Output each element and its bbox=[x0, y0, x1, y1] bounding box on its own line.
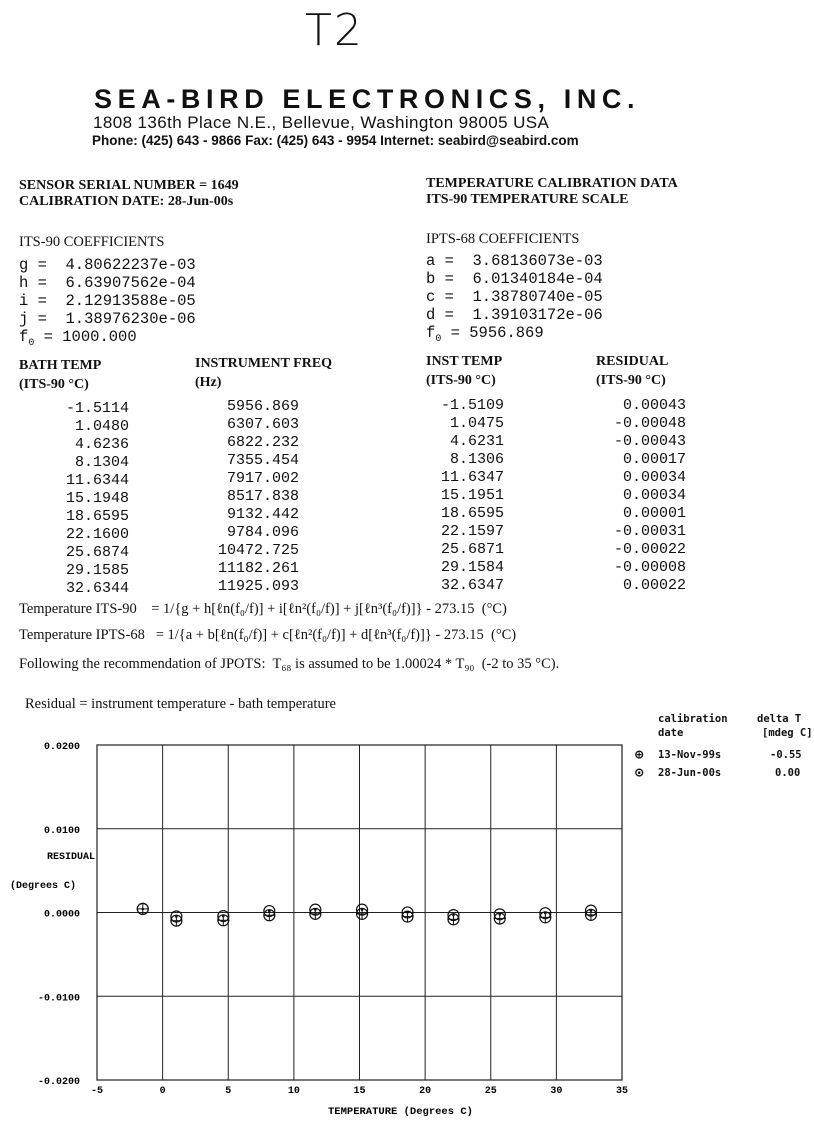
col-header-instrument-freq bbox=[195, 354, 332, 392]
bath-temp-cell: 29.1585 bbox=[65, 562, 129, 579]
table-column-inst-temp bbox=[424, 397, 504, 595]
calibration-date: CALIBRATION DATE: 28-Jun-00s bbox=[19, 194, 234, 209]
y-tick-label: -0.0200 bbox=[37, 1077, 80, 1088]
sensor-serial-number: SENSOR SERIAL NUMBER = 1649 bbox=[19, 178, 239, 193]
x-tick-label: 10 bbox=[287, 1086, 300, 1097]
y-tick-labels bbox=[38, 742, 80, 1088]
bath-temp-cell: 8.1304 bbox=[74, 454, 129, 471]
x-tick-label: 5 bbox=[225, 1086, 232, 1097]
legend-header-date: calibration bbox=[658, 713, 728, 725]
instrument-freq-cell: 7917.002 bbox=[226, 470, 299, 487]
bath-temp-cell: 1.0480 bbox=[74, 418, 129, 435]
ipts68-f0 bbox=[426, 324, 603, 349]
legend-header-delta: delta T bbox=[757, 713, 802, 725]
col-header-line1: BATH TEMP bbox=[19, 358, 102, 373]
marker-dot bbox=[590, 909, 593, 912]
x-axis-label: TEMPERATURE (Degrees C) bbox=[328, 1106, 473, 1118]
table-column-bath-temp bbox=[19, 400, 129, 598]
table-column-residual bbox=[580, 397, 686, 595]
coef-h: h = 6.63907562e-04 bbox=[19, 274, 196, 292]
marker-dot bbox=[498, 913, 501, 916]
marker-dot bbox=[175, 915, 178, 918]
residual-cell: 0.00017 bbox=[622, 451, 686, 468]
legend-header-date-2: date bbox=[658, 727, 684, 739]
marker-dot bbox=[361, 908, 364, 911]
residual-cell: -0.00031 bbox=[613, 523, 686, 540]
inst-temp-cell: 4.6231 bbox=[449, 433, 504, 450]
table-column-instrument-freq bbox=[185, 398, 299, 596]
instrument-freq-cell: 6307.603 bbox=[226, 416, 299, 433]
f0-value: = 1000.000 bbox=[34, 328, 137, 346]
x-tick-label: 15 bbox=[353, 1086, 366, 1097]
instrument-freq-cell: 8517.838 bbox=[226, 488, 299, 505]
x-tick-labels bbox=[91, 1086, 628, 1097]
instrument-freq-cell: 11182.261 bbox=[217, 560, 299, 577]
equation-its90: Temperature ITS-90 = 1/{g + h[ℓn(f₀/f)] + i[ℓn²(f₀/f)] + j[ℓn³(f₀/f)]} - 273.15 (°C) bbox=[19, 601, 507, 617]
inst-temp-cell: 25.6871 bbox=[440, 541, 504, 558]
x-tick-label: 0 bbox=[159, 1086, 166, 1097]
its90-coefficients-heading: ITS-90 COEFFICIENTS bbox=[19, 234, 165, 250]
doc-subtitle: ITS-90 TEMPERATURE SCALE bbox=[426, 192, 629, 207]
bath-temp-cell: 22.1600 bbox=[65, 526, 129, 543]
legend-date-2: 28-Jun-00s bbox=[658, 767, 722, 779]
legend-delta-1: -0.55 bbox=[770, 749, 802, 761]
marker-dot bbox=[268, 910, 271, 913]
y-axis-label-units: (Degrees C) bbox=[10, 881, 77, 892]
bath-temp-cell: 32.6344 bbox=[65, 580, 129, 597]
company-name: SEA-BIRD ELECTRONICS, INC. bbox=[94, 84, 641, 114]
ipts68-coefficient-list bbox=[426, 252, 603, 349]
residual-cell: 0.00022 bbox=[622, 577, 686, 594]
inst-temp-cell: 8.1306 bbox=[449, 451, 504, 468]
residual-cell: -0.00043 bbox=[613, 433, 686, 450]
instrument-freq-cell: 6822.232 bbox=[226, 434, 299, 451]
marker-dot bbox=[222, 915, 225, 918]
y-axis-label: RESIDUAL bbox=[47, 852, 96, 863]
col-header-bath-temp bbox=[19, 356, 101, 394]
marker-dot bbox=[544, 912, 547, 915]
residual-cell: -0.00022 bbox=[613, 541, 686, 558]
bath-temp-cell: 4.6236 bbox=[74, 436, 129, 453]
f0-label: f bbox=[19, 328, 29, 346]
legend-delta-2: 0.00 bbox=[775, 767, 801, 779]
x-tick-label: 25 bbox=[484, 1086, 497, 1097]
marker-dot bbox=[141, 908, 144, 911]
coef-a: a = 3.68136073e-03 bbox=[426, 252, 603, 270]
col-header-line1: INST TEMP bbox=[426, 354, 503, 369]
residual-cell: 0.00034 bbox=[622, 469, 686, 486]
instrument-freq-cell: 10472.725 bbox=[217, 542, 299, 559]
instrument-freq-cell: 9132.442 bbox=[226, 506, 299, 523]
inst-temp-cell: 32.6347 bbox=[440, 577, 504, 594]
col-header-residual bbox=[596, 352, 668, 390]
legend-header-delta-2: [mdeg C] bbox=[762, 727, 813, 739]
bath-temp-cell: 25.6874 bbox=[65, 544, 129, 561]
col-header-line2: (ITS-90 °C) bbox=[426, 373, 496, 388]
circle-plus-icon: ⊕ bbox=[635, 747, 644, 763]
col-header-line2: (ITS-90 °C) bbox=[19, 377, 89, 392]
coef-b: b = 6.01340184e-04 bbox=[426, 270, 603, 288]
legend-date-1: 13-Nov-99s bbox=[658, 749, 722, 761]
inst-temp-cell: -1.5109 bbox=[440, 397, 504, 414]
marker-dot bbox=[314, 908, 317, 911]
y-tick-label: -0.0100 bbox=[37, 993, 80, 1005]
y-tick-label: 0.0200 bbox=[43, 742, 80, 753]
y-tick-label: 0.0000 bbox=[43, 909, 80, 921]
f0-label: f bbox=[426, 324, 436, 342]
col-header-line2: (Hz) bbox=[195, 375, 222, 390]
residual-cell: 0.00001 bbox=[622, 505, 686, 522]
x-tick-label: 35 bbox=[615, 1086, 629, 1097]
inst-temp-cell: 29.1584 bbox=[440, 559, 504, 576]
residual-chart bbox=[0, 695, 814, 1128]
coef-d: d = 1.39103172e-06 bbox=[426, 306, 603, 324]
f0-sub: 0 bbox=[435, 334, 442, 346]
instrument-freq-cell: 9784.096 bbox=[226, 524, 299, 541]
residual-cell: -0.00008 bbox=[613, 559, 686, 576]
f0-value: = 5956.869 bbox=[441, 324, 544, 342]
coef-j: j = 1.38976230e-06 bbox=[19, 310, 196, 328]
its90-coefficient-list bbox=[19, 256, 196, 353]
bath-temp-cell: 18.6595 bbox=[65, 508, 129, 525]
col-header-line1: RESIDUAL bbox=[596, 354, 669, 369]
ipts68-coefficients-heading: IPTS-68 COEFFICIENTS bbox=[426, 231, 580, 247]
equation-ipts68: Temperature IPTS-68 = 1/{a + b[ℓn(f₀/f)] + c[ℓn²(f₀/f)] + d[ℓn³(f₀/f)]} - 273.15 (°C) bbox=[19, 627, 517, 643]
inst-temp-cell: 18.6595 bbox=[440, 505, 504, 522]
col-header-inst-temp bbox=[426, 352, 502, 390]
marker-dot bbox=[406, 911, 409, 914]
inst-temp-cell: 15.1951 bbox=[440, 487, 504, 504]
circle-dot-icon: ⊙ bbox=[635, 765, 644, 781]
bath-temp-cell: 15.1948 bbox=[65, 490, 129, 507]
instrument-freq-cell: 5956.869 bbox=[226, 398, 299, 415]
x-tick-label: 20 bbox=[419, 1086, 432, 1097]
coef-g: g = 4.80622237e-03 bbox=[19, 256, 196, 274]
its90-f0 bbox=[19, 328, 196, 353]
bath-temp-cell: -1.5114 bbox=[65, 400, 129, 417]
marker-dot bbox=[452, 914, 455, 917]
x-tick-label: -5 bbox=[90, 1086, 104, 1097]
x-tick-label: 30 bbox=[550, 1086, 563, 1097]
data-points bbox=[137, 903, 596, 926]
f0-sub: 0 bbox=[28, 338, 35, 350]
handwritten-note: T2 bbox=[305, 5, 364, 56]
instrument-freq-cell: 7355.454 bbox=[226, 452, 299, 469]
coef-c: c = 1.38780740e-05 bbox=[426, 288, 603, 306]
bath-temp-cell: 11.6344 bbox=[65, 472, 129, 489]
company-address: 1808 136th Place N.E., Bellevue, Washington 98005 USA bbox=[93, 113, 550, 132]
inst-temp-cell: 22.1597 bbox=[440, 523, 504, 540]
coef-i: i = 2.12913588e-05 bbox=[19, 292, 196, 310]
col-header-line1: INSTRUMENT FREQ bbox=[195, 356, 333, 371]
inst-temp-cell: 1.0475 bbox=[449, 415, 504, 432]
col-header-line2: (ITS-90 °C) bbox=[596, 373, 666, 388]
residual-cell: 0.00034 bbox=[622, 487, 686, 504]
residual-cell: -0.00048 bbox=[613, 415, 686, 432]
company-contact: Phone: (425) 643 - 9866 Fax: (425) 643 - 9954 Internet: seabird@seabird.com bbox=[92, 133, 579, 148]
residual-cell: 0.00043 bbox=[622, 397, 686, 414]
doc-title: TEMPERATURE CALIBRATION DATA bbox=[426, 176, 678, 191]
instrument-freq-cell: 11925.093 bbox=[217, 578, 299, 595]
y-tick-label: 0.0100 bbox=[43, 825, 80, 837]
jpots-note: Following the recommendation of JPOTS: T₆₈ is assumed to be 1.00024 * T₉₀ (-2 to 35 °C). bbox=[19, 656, 560, 672]
residual-definition: Residual = instrument temperature - bath temperature bbox=[25, 696, 336, 712]
inst-temp-cell: 11.6347 bbox=[440, 469, 504, 486]
